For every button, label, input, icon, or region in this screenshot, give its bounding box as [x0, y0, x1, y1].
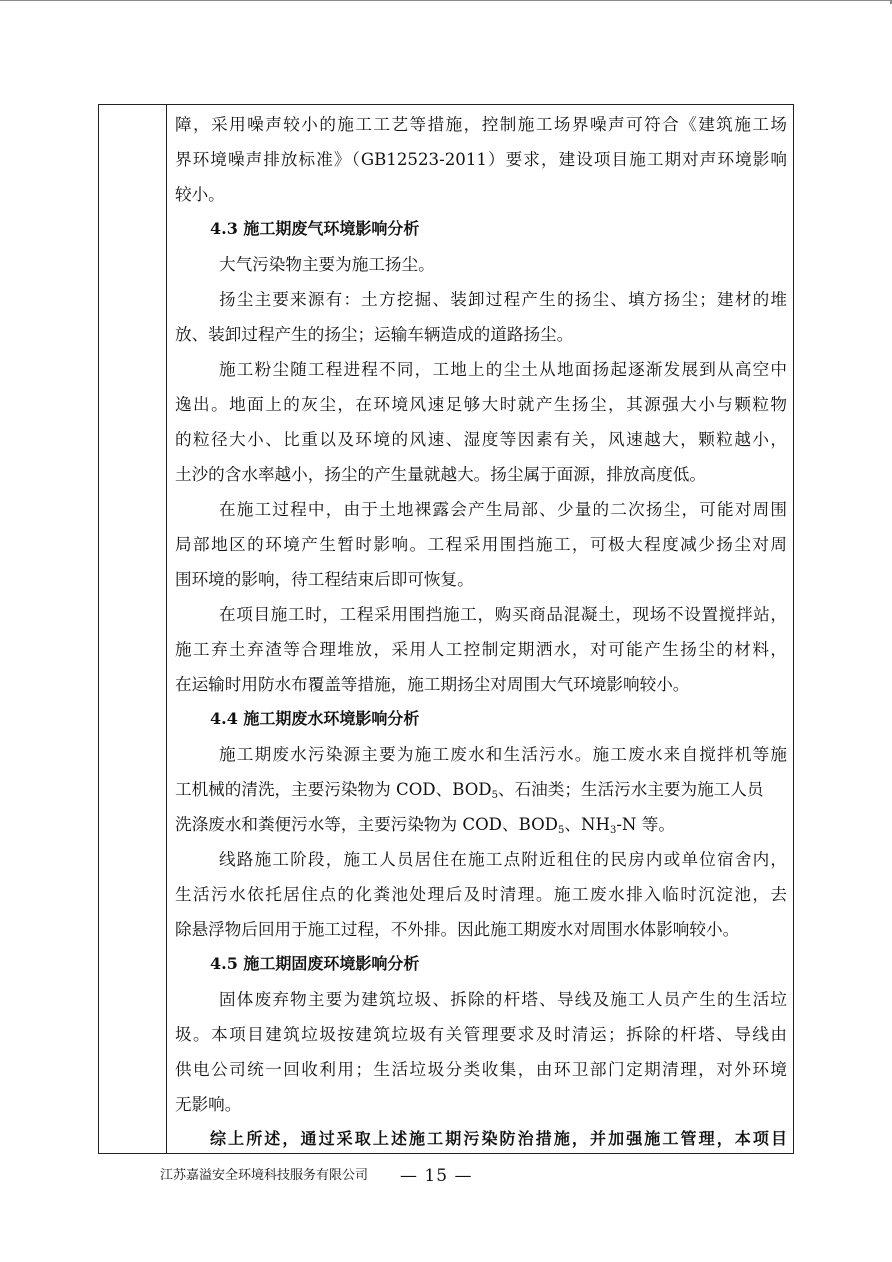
paragraph-line: 大气污染物主要为施工扬尘。 — [219, 255, 435, 274]
paragraph-line: 线路施工阶段，施工人员居住在施工点附近租住的民房内或单位宿舍内， — [219, 850, 787, 869]
summary-line: 综上所述，通过采取上述施工期污染防治措施，并加强施工管理，本项目 — [210, 1129, 787, 1148]
top-border-line — [0, 0, 892, 4]
paragraph-line: 放、装卸过程产生的扬尘；运输车辆造成的道路扬尘。 — [175, 325, 574, 344]
paragraph-line: 在施工过程中，由于土地裸露会产生局部、少量的二次扬尘，可能对周围 — [219, 500, 787, 519]
footer-company: 江苏嘉溢安全环境科技服务有限公司 — [160, 1168, 369, 1183]
paragraph-line: 固体废弃物主要为建筑垃圾、拆除的杆塔、导线及施工人员产生的生活垃 — [219, 990, 787, 1009]
paragraph-line: 除悬浮物后回用于施工过程，不外排。因此施工期废水对周围水体影响较小。 — [175, 920, 740, 939]
paragraph-line: 生活污水依托居住点的化粪池处理后及时清理。施工废水排入临时沉淀池，去 — [175, 885, 787, 904]
paragraph-line: 供电公司统一回收利用；生活垃圾分类收集，由环卫部门定期清理，对外环境 — [175, 1060, 787, 1079]
paragraph-line: 围环境的影响，待工程结束后即可恢复。 — [175, 570, 474, 589]
paragraph-line: 圾。本项目建筑垃圾按建筑垃圾有关管理要求及时清运；拆除的杆塔、导线由 — [175, 1025, 787, 1044]
page-number: — 15 — — [400, 1166, 473, 1186]
content-table — [98, 104, 794, 1154]
table-left-column — [99, 105, 167, 1153]
paragraph-line: 障，采用噪声较小的施工工艺等措施，控制施工场界噪声可符合《建筑施工场 — [175, 115, 787, 134]
paragraph-line: 土沙的含水率越小，扬尘的产生量就越大。扬尘属于面源，排放高度低。 — [175, 465, 706, 484]
paragraph-line: 施工期废水污染源主要为施工废水和生活污水。施工废水来自搅拌机等施 — [219, 745, 787, 764]
paragraph-line: 施工弃土弃渣等合理堆放，采用人工控制定期洒水，对可能产生扬尘的材料， — [175, 640, 787, 659]
paragraph-line: 无影响。 — [175, 1095, 242, 1114]
paragraph-line: 在项目施工时，工程采用围挡施工，购买商品混凝土，现场不设置搅拌站， — [219, 605, 787, 624]
paragraph-line: 洗涤废水和粪便污水等，主要污染物为 COD、$BOD_5$、$NH_3-N$ 等。 — [175, 815, 675, 836]
paragraph-line: 较小。 — [175, 185, 225, 204]
paragraph-line: 界环境噪声排放标准》（GB12523-2011）要求，建设项目施工期对声环境影响 — [175, 150, 787, 169]
section-heading-4-3: 4.3 施工期废气环境影响分析 — [210, 219, 420, 238]
paragraph-line: 在运输时用防水布覆盖等措施，施工期扬尘对周围大气环境影响较小。 — [175, 675, 690, 694]
paragraph-line: 扬尘主要来源有：土方挖掘、装卸过程产生的扬尘、填方扬尘；建材的堆 — [219, 290, 787, 309]
paragraph-line: 局部地区的环境产生暂时影响。工程采用围挡施工，可极大程度减少扬尘对周 — [175, 535, 787, 554]
paragraph-line: 工机械的清洗，主要污染物为 COD、$BOD_5$、石油类；生活污水主要为施工人员 — [175, 780, 764, 801]
paragraph-line: 的粒径大小、比重以及环境的风速、湿度等因素有关，风速越大，颗粒越小， — [175, 430, 787, 449]
section-heading-4-5: 4.5 施工期固废环境影响分析 — [210, 954, 420, 973]
section-heading-4-4: 4.4 施工期废水环境影响分析 — [210, 709, 420, 728]
paragraph-line: 施工粉尘随工程进程不同，工地上的尘土从地面扬起逐渐发展到从高空中 — [219, 360, 787, 379]
paragraph-line: 逸出。地面上的灰尘，在环境风速足够大时就产生扬尘，其源强大小与颗粒物 — [175, 395, 787, 414]
